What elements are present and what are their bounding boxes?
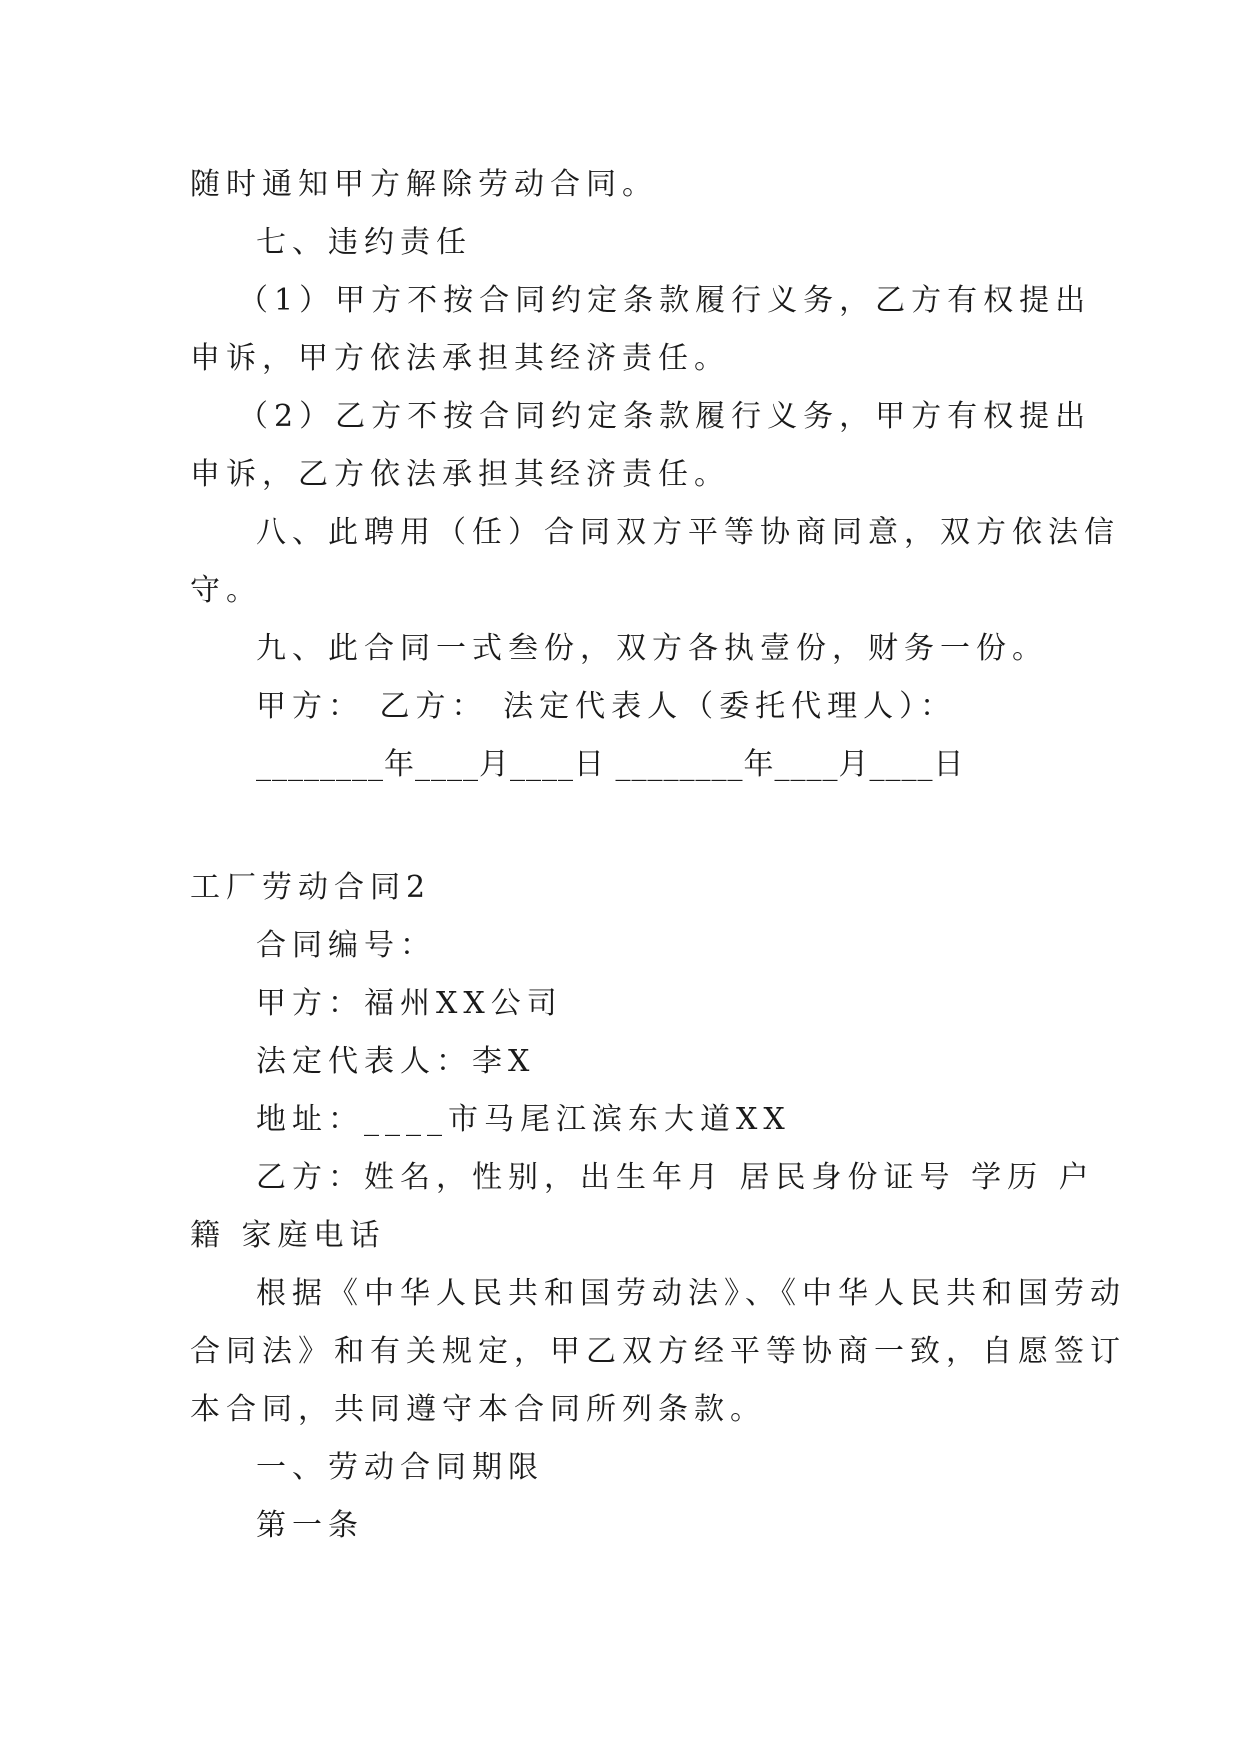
text-line: （1）甲方不按合同约定条款履行义务，乙方有权提出 xyxy=(238,283,1092,318)
text-line: 申诉，乙方依法承担其经济责任。 xyxy=(190,457,730,492)
address-field: 地址：____市马尾江滨东大道XX xyxy=(256,1102,791,1137)
section-heading: 一、劳动合同期限 xyxy=(256,1450,544,1485)
text-line: 根据《中华人民共和国劳动法》、《中华人民共和国劳动 xyxy=(256,1276,1126,1311)
text-line: 随时通知甲方解除劳动合同。 xyxy=(190,167,658,202)
date-line: ________年____月____日 ________年____月____日 xyxy=(256,747,965,782)
text-line: 籍 家庭电话 xyxy=(190,1218,386,1253)
signature-line: 甲方： 乙方： 法定代表人（委托代理人）： xyxy=(256,689,957,724)
text-line: 申诉，甲方依法承担其经济责任。 xyxy=(190,341,730,376)
text-line: 九、此合同一式叁份，双方各执壹份，财务一份。 xyxy=(256,631,1048,666)
text-line: 守。 xyxy=(190,573,262,608)
legal-representative-field: 法定代表人：李X xyxy=(256,1044,536,1079)
party-b-field: 乙方：姓名，性别，出生年月 居民身份证号 学历 户 xyxy=(256,1160,1095,1195)
text-line: （2）乙方不按合同约定条款履行义务，甲方有权提出 xyxy=(238,399,1092,434)
contract-number-field: 合同编号： xyxy=(256,928,436,963)
article-heading: 第一条 xyxy=(256,1508,364,1543)
section-heading: 七、违约责任 xyxy=(256,225,472,260)
text-line: 八、此聘用（任）合同双方平等协商同意，双方依法信 xyxy=(256,515,1120,550)
text-line: 合同法》和有关规定，甲乙双方经平等协商一致，自愿签订 xyxy=(190,1334,1126,1369)
document-title: 工厂劳动合同2 xyxy=(190,870,432,905)
party-a-field: 甲方：福州XX公司 xyxy=(256,986,563,1021)
text-line: 本合同，共同遵守本合同所列条款。 xyxy=(190,1392,766,1427)
